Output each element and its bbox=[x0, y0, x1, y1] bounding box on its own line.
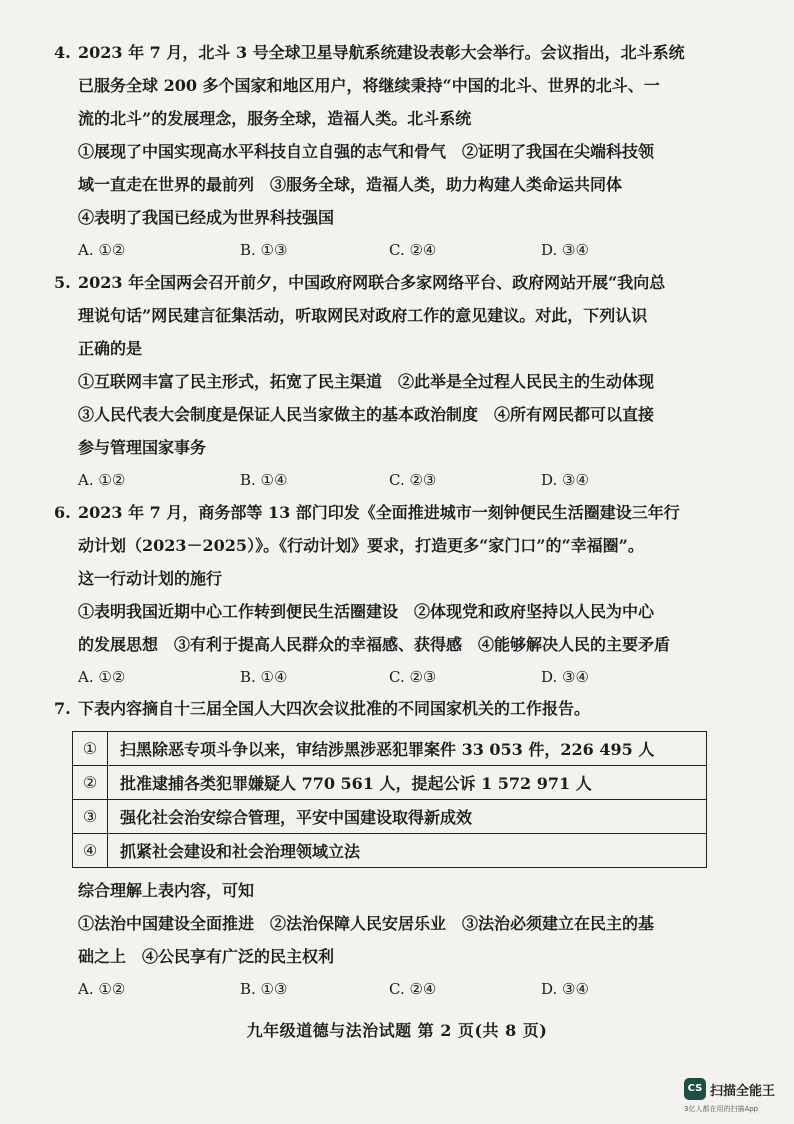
row-text: 强化社会治安综合管理，平安中国建设取得新成效 bbox=[108, 800, 707, 834]
watermark-tagline: 3亿人都在用的扫描App bbox=[684, 1105, 759, 1113]
option-c: C. ②③ bbox=[389, 471, 437, 489]
camscanner-logo-icon: CS bbox=[684, 1078, 706, 1100]
table-row bbox=[73, 800, 707, 834]
statement-line: ①互联网丰富了民主形式，拓宽了民主渠道 ②此举是全过程人民民主的生动体现 bbox=[78, 372, 655, 391]
page-footer: 九年级道德与法治试题 第 2 页(共 8 页) bbox=[246, 1021, 548, 1040]
option-c: C. ②④ bbox=[389, 241, 437, 259]
option-d: D. ③④ bbox=[541, 980, 589, 998]
question-stem-line: 动计划（2023－2025）》。《行动计划》要求，打造更多“家门口”的“幸福圈”。 bbox=[78, 536, 644, 555]
option-a: A. ①② bbox=[78, 980, 126, 998]
question-number: 4. bbox=[54, 43, 71, 62]
statement-line: 础之上 ④公民享有广泛的民主权利 bbox=[78, 947, 335, 966]
question-number: 7. bbox=[54, 699, 71, 718]
option-b: B. ①③ bbox=[240, 241, 288, 259]
option-a: A. ①② bbox=[78, 471, 126, 489]
question-stem-line: 2023 年 7 月，商务部等 13 部门印发《全面推进城市一刻钟便民生活圈建设三年行 bbox=[78, 503, 680, 522]
option-b: B. ①④ bbox=[240, 471, 288, 489]
statement-line: 参与管理国家事务 bbox=[78, 438, 207, 457]
question-4 bbox=[54, 36, 719, 267]
option-c: C. ②③ bbox=[389, 668, 437, 686]
report-table bbox=[72, 731, 707, 868]
question-number: 5. bbox=[54, 273, 71, 292]
row-index: ③ bbox=[73, 800, 108, 834]
question-number: 6. bbox=[54, 503, 71, 522]
question-stem-line: 这一行动计划的施行 bbox=[78, 569, 223, 588]
question-6 bbox=[54, 496, 719, 694]
row-index: ① bbox=[73, 732, 108, 766]
option-a: A. ①② bbox=[78, 241, 126, 259]
statement-line: ④表明了我国已经成为世界科技强国 bbox=[78, 208, 335, 227]
after-table-text: 综合理解上表内容，可知 bbox=[78, 881, 255, 900]
question-stem-line: 已服务全球 200 多个国家和地区用户，将继续秉持“中国的北斗、世界的北斗、一 bbox=[78, 76, 660, 95]
statement-line: ①法治中国建设全面推进 ②法治保障人民安居乐业 ③法治必须建立在民主的基 bbox=[78, 914, 655, 933]
row-text: 批准逮捕各类犯罪嫌疑人 770 561 人，提起公诉 1 572 971 人 bbox=[108, 766, 707, 800]
question-stem-line: 理说句话”网民建言征集活动，听取网民对政府工作的意见建议。对此，下列认识 bbox=[78, 306, 648, 325]
option-d: D. ③④ bbox=[541, 668, 589, 686]
statement-line: 域一直走在世界的最前列 ③服务全球，造福人类，助力构建人类命运共同体 bbox=[78, 175, 623, 194]
option-d: D. ③④ bbox=[541, 471, 589, 489]
row-text: 扫黑除恶专项斗争以来，审结涉黑涉恶犯罪案件 33 053 件，226 495 人 bbox=[108, 732, 707, 766]
question-stem-line: 下表内容摘自十三届全国人大四次会议批准的不同国家机关的工作报告。 bbox=[78, 699, 591, 718]
table-row bbox=[73, 732, 707, 766]
table-row bbox=[73, 766, 707, 800]
question-7 bbox=[54, 692, 719, 725]
row-text: 抓紧社会建设和社会治理领域立法 bbox=[108, 834, 707, 868]
statement-line: ①展现了中国实现高水平科技自立自强的志气和骨气 ②证明了我国在尖端科技领 bbox=[78, 142, 655, 161]
statement-line: ①表明我国近期中心工作转到便民生活圈建设 ②体现党和政府坚持以人民为中心 bbox=[78, 602, 655, 621]
option-b: B. ①③ bbox=[240, 980, 288, 998]
watermark-name: 扫描全能王 bbox=[710, 1084, 776, 1099]
statement-line: 的发展思想 ③有利于提高人民群众的幸福感、获得感 ④能够解决人民的主要矛盾 bbox=[78, 635, 671, 654]
question-stem-line: 2023 年 7 月，北斗 3 号全球卫星导航系统建设表彰大会举行。会议指出，北斗系统 bbox=[78, 43, 685, 62]
table-row bbox=[73, 834, 707, 868]
statement-line: ③人民代表大会制度是保证人民当家做主的基本政治制度 ④所有网民都可以直接 bbox=[78, 405, 655, 424]
row-index: ④ bbox=[73, 834, 108, 868]
question-5 bbox=[54, 266, 719, 497]
question-7-continued bbox=[54, 874, 719, 1006]
question-stem-line: 正确的是 bbox=[78, 339, 143, 358]
option-b: B. ①④ bbox=[240, 668, 288, 686]
option-a: A. ①② bbox=[78, 668, 126, 686]
question-stem-line: 流的北斗”的发展理念，服务全球，造福人类。北斗系统 bbox=[78, 109, 472, 128]
question-stem-line: 2023 年全国两会召开前夕，中国政府网联合多家网络平台、政府网站开展“我向总 bbox=[78, 273, 666, 292]
row-index: ② bbox=[73, 766, 108, 800]
option-d: D. ③④ bbox=[541, 241, 589, 259]
option-c: C. ②④ bbox=[389, 980, 437, 998]
